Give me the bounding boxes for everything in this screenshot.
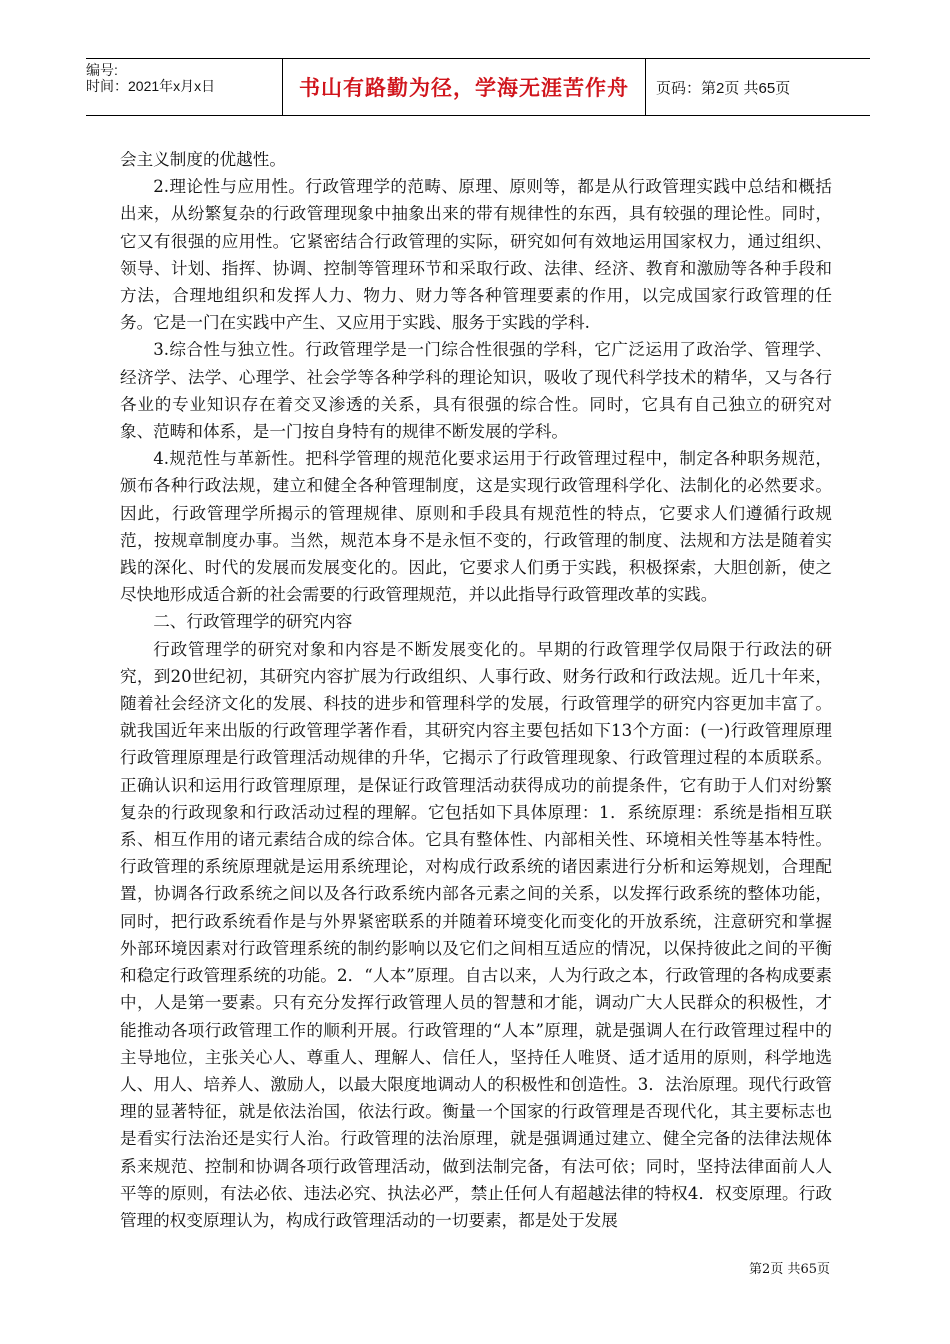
paragraph-continuation: 会主义制度的优越性。 [120, 150, 286, 169]
paragraph-theory-application: 2.理论性与应用性。行政管理学的范畴、原理、原则等，都是从行政管理实践中总结和概括出来，从纷繁复杂的行政管理现象中抽象出来的带有规律性的东西，具有较强的理论性。同时，它又有很强的应用性。它紧密结合行政管理的实际，研究如何有效地运用国家权力，通过组织、领导、计划、指挥、协调、控制等管理环节和采取行政、法律、经济、教育和激励等各种手段和方法，合理地组织和发挥人力、物力、财力等各种管理要素的作用，以完成国家行政管理的任务。它是一门在实践中产生、又应用于实践、服务于实践的学科. [120, 177, 832, 333]
paragraph-comprehensive-independent: 3.综合性与独立性。行政管理学是一门综合性很强的学科，它广泛运用了政治学、管理学、经济学、法学、心理学、社会学等各种学科的理论知识，吸收了现代科学技术的精华，又与各行各业的专业知识存在着交叉渗透的关系，具有很强的综合性。同时，它具有自己独立的研究对象、范畴和体系，是一门按自身特有的规律不断发展的学科。 [120, 340, 832, 442]
document-time-label: 时间：2021年x月x日 [86, 78, 216, 94]
document-body [120, 146, 832, 1234]
header-motto-cell [282, 59, 646, 115]
page-header [86, 58, 870, 116]
header-meta [86, 59, 282, 115]
section-heading: 二、行政管理学的研究内容 [153, 612, 353, 632]
paragraph-norm-innovation: 4.规范性与革新性。把科学管理的规范化要求运用于行政管理过程中，制定各种职务规范，颁布各种行政法规，建立和健全各种管理制度，这是实现行政管理科学化、法制化的必然要求。因此，行政管理学所揭示的管理规律、原则和手段具有规范性的特点，它要求人们遵循行政规范，按规章制度办事。当然，规范本身不是永恒不变的，行政管理的制度、法规和方法是随着实践的深化、时代的发展而发展变化的。因此，它要求人们勇于实践，积极探索，大胆创新，使之尽快地形成适合新的社会需要的行政管理规范，并以此指导行政管理改革的实践。 [120, 449, 832, 605]
header-page-code: 页码：第2页 共65页 [656, 79, 791, 97]
paragraph-research-content: 行政管理学的研究对象和内容是不断发展变化的。早期的行政管理学仅局限于行政法的研究，到20世纪初，其研究内容扩展为行政组织、人事行政、财务行政和行政法规。近几十年来，随着社会经济文化的发展、科技的进步和管理科学的发展，行政管理学的研究内容更加丰富了。就我国近年来出版的行政管理学著作看，其研究内容主要包括如下13个方面：(一)行政管理原理行政管理原理是行政管理活动规律的升华，它揭示了行政管理现象、行政管理过程的本质联系。正确认识和运用行政管理原理，是保证行政管理活动获得成功的前提条件，它有助于人们对纷繁复杂的行政现象和行政活动过程的理解。它包括如下具体原理：1．系统原理：系统是指相互联系、相互作用的诸元素结合成的综合体。它具有整体性、内部相关性、环境相关性等基本特性。行政管理的系统原理就是运用系统理论，对构成行政系统的诸因素进行分析和运筹规划，合理配置，协调各行政系统之间以及各行政系统内部各元素之间的关系，以发挥行政系统的整体功能，同时，把行政系统看作是与外界紧密联系的并随着环境变化而变化的开放系统，注意研究和掌握外部环境因素对行政管理系统的制约影响以及它们之间相互适应的情况，以保持彼此之间的平衡和稳定行政管理系统的功能。2．“人本”原理。自古以来，人为行政之本，行政管理的各构成要素中，人是第一要素。只有充分发挥行政管理人员的智慧和才能，调动广大人民群众的积极性，才能推动各项行政管理工作的顺利开展。行政管理的“人本”原理，就是强调人在行政管理过程中的主导地位，主张关心人、尊重人、理解人、信任人，坚持任人唯贤、适才适用的原则，科学地选人、用人、培养人、激励人，以最大限度地调动人的积极性和创造性。3．法治原理。现代行政管理的显著特征，就是依法治国，依法行政。衡量一个国家的行政管理是否现代化，其主要标志也是看实行法治还是实行人治。行政管理的法治原理，就是强调通过建立、健全完备的法律法规体系来规范、控制和协调各项行政管理活动，做到法制完备，有法可依；同时，坚持法律面前人人平等的原则，有法必依、违法必究、执法必严，禁止任何人有超越法律的特权4．权变原理。行政管理的权变原理认为，构成行政管理活动的一切要素，都是处于发展 [120, 639, 832, 1230]
header-motto: 书山有路勤为径，学海无涯苦作舟 [299, 76, 629, 100]
page-footer: 第2页 共65页 [749, 1262, 830, 1277]
document-number-label: 编号: [86, 62, 118, 78]
